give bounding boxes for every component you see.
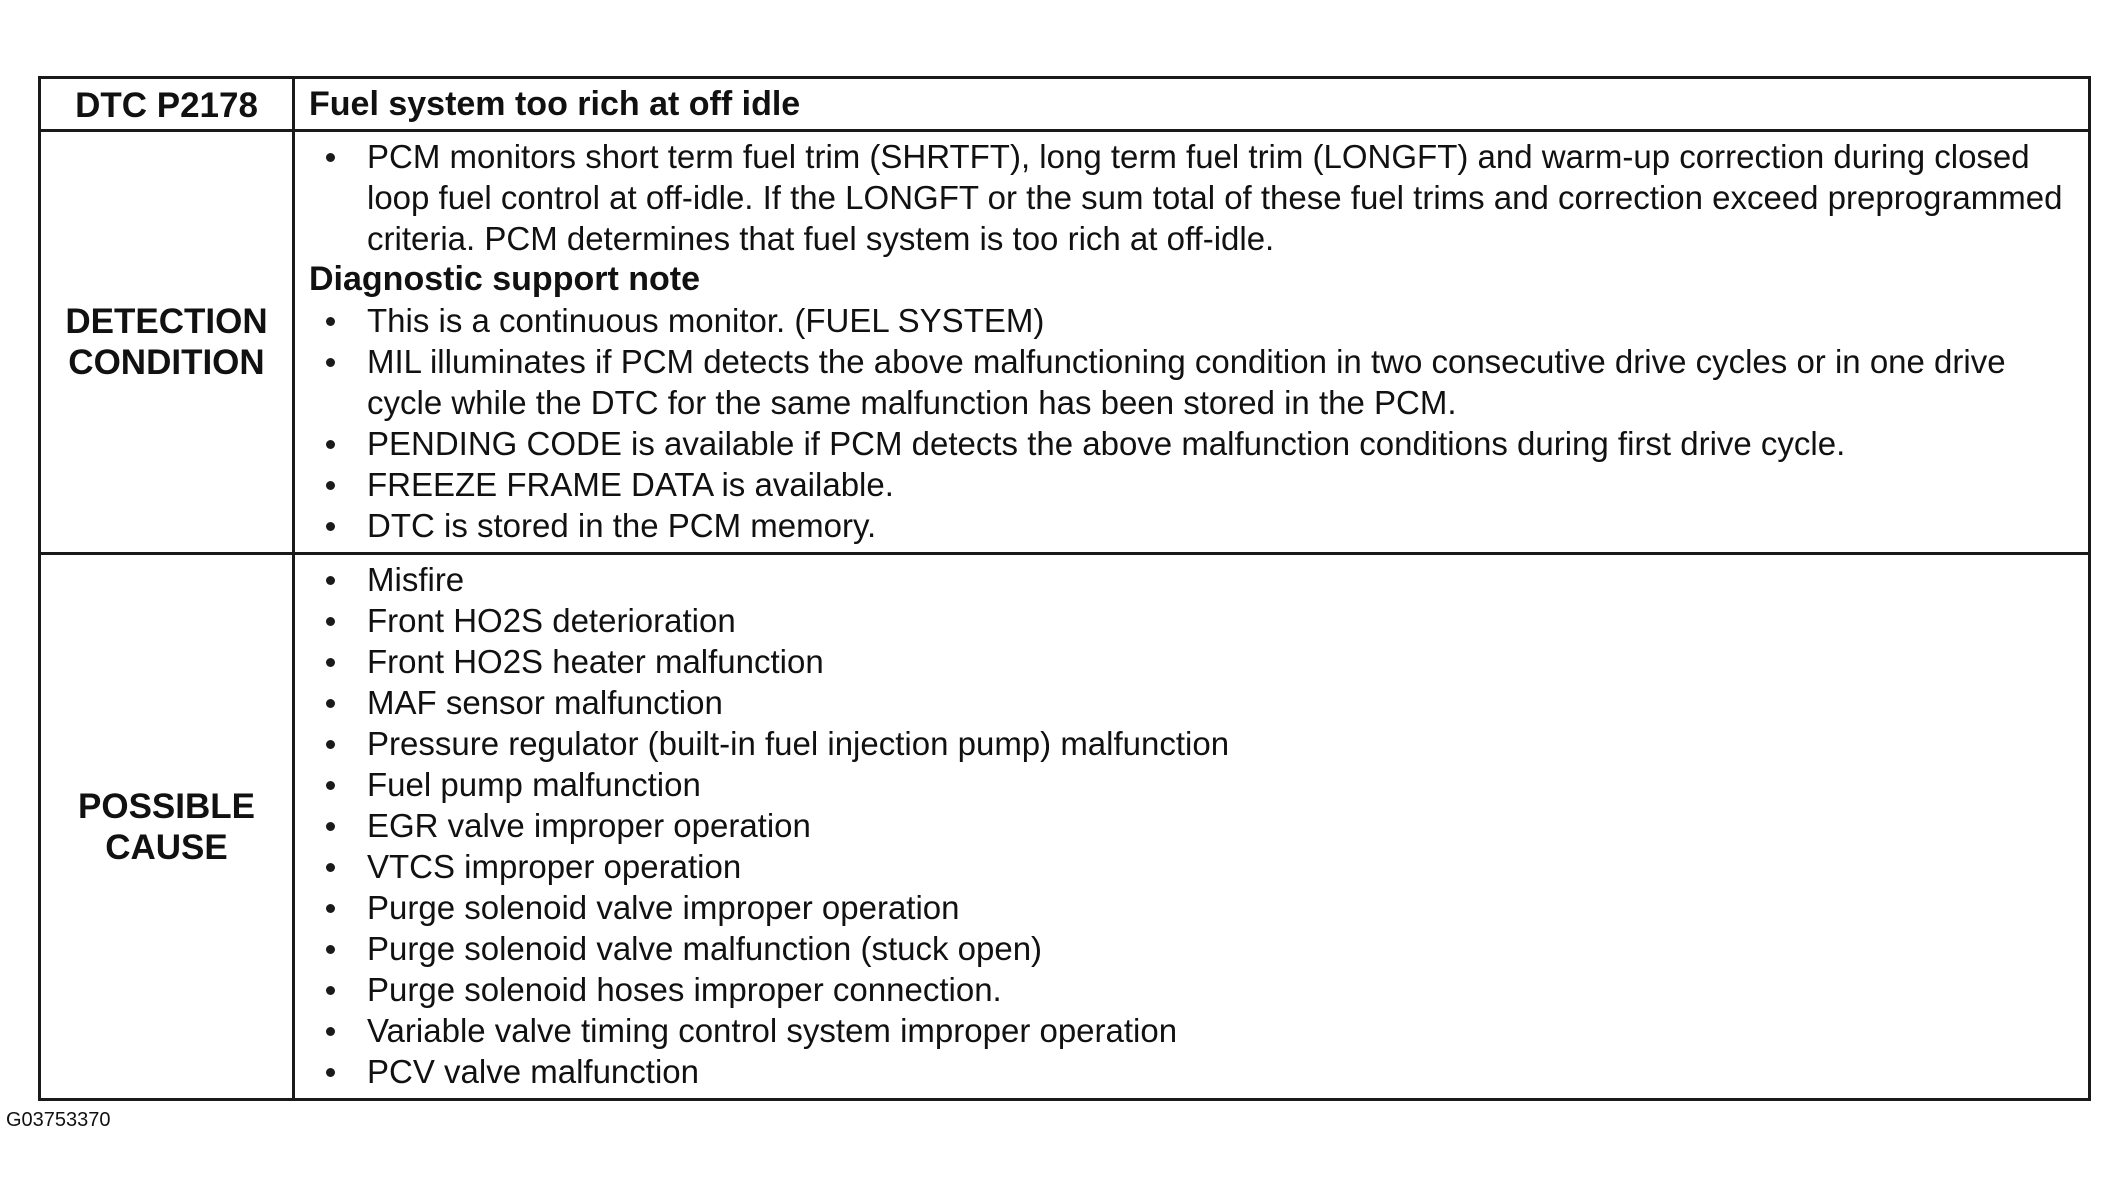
list-item: This is a continuous monitor. (FUEL SYSTEM)	[309, 300, 2072, 341]
diagnostic-support-heading: Diagnostic support note	[309, 260, 700, 298]
list-item: VTCS improper operation	[309, 846, 2072, 887]
list-item: Variable valve timing control system improper operation	[309, 1010, 2072, 1051]
list-item: Purge solenoid hoses improper connection.	[309, 969, 2072, 1010]
dtc-table	[38, 76, 2091, 1101]
list-item: DTC is stored in the PCM memory.	[309, 505, 2072, 546]
list-item: Purge solenoid valve improper operation	[309, 887, 2072, 928]
list-item: FREEZE FRAME DATA is available.	[309, 464, 2072, 505]
detection-condition-content	[294, 131, 2090, 554]
list-item: MAF sensor malfunction	[309, 682, 2072, 723]
list-item: MIL illuminates if PCM detects the above malfunctioning condition in two consecutive drive cycles or in one drive cycle while the DTC for the same malfunction has been stored in the PCM.	[309, 341, 2072, 423]
dtc-title: Fuel system too rich at off idle	[294, 78, 2090, 131]
list-item: EGR valve improper operation	[309, 805, 2072, 846]
detection-intro-list	[309, 136, 2072, 259]
detection-label-line1: DETECTION	[65, 302, 268, 341]
detection-condition-label	[40, 131, 294, 554]
list-item: Pressure regulator (built-in fuel injection pump) malfunction	[309, 723, 2072, 764]
list-item: Purge solenoid valve malfunction (stuck open)	[309, 928, 2072, 969]
list-item: PCV valve malfunction	[309, 1051, 2072, 1092]
dtc-code: DTC P2178	[40, 78, 294, 131]
figure-id: G03753370	[6, 1109, 111, 1131]
possible-cause-content	[294, 554, 2090, 1100]
list-item: Misfire	[309, 559, 2072, 600]
detection-label-line2: CONDITION	[68, 343, 265, 382]
possible-cause-label	[40, 554, 294, 1100]
list-item: Front HO2S deterioration	[309, 600, 2072, 641]
header-row	[40, 78, 2090, 131]
list-item: PCM monitors short term fuel trim (SHRTFT), long term fuel trim (LONGFT) and warm-up correction during closed loop fuel control at off-idle. If the LONGFT or the sum total of these fuel trims and correction exceed preprogrammed criteria. PCM determines that fuel system is too rich at off-idle.	[309, 136, 2072, 259]
possible-cause-list	[309, 559, 2072, 1092]
cause-label-line2: CAUSE	[105, 827, 228, 867]
cause-label-line1: POSSIBLE	[78, 786, 255, 826]
diagnostic-support-list	[309, 300, 2072, 546]
list-item: PENDING CODE is available if PCM detects the above malfunction conditions during first drive cycle.	[309, 423, 2072, 464]
detection-condition-row	[40, 131, 2090, 554]
list-item: Front HO2S heater malfunction	[309, 641, 2072, 682]
possible-cause-row	[40, 554, 2090, 1100]
list-item: Fuel pump malfunction	[309, 764, 2072, 805]
